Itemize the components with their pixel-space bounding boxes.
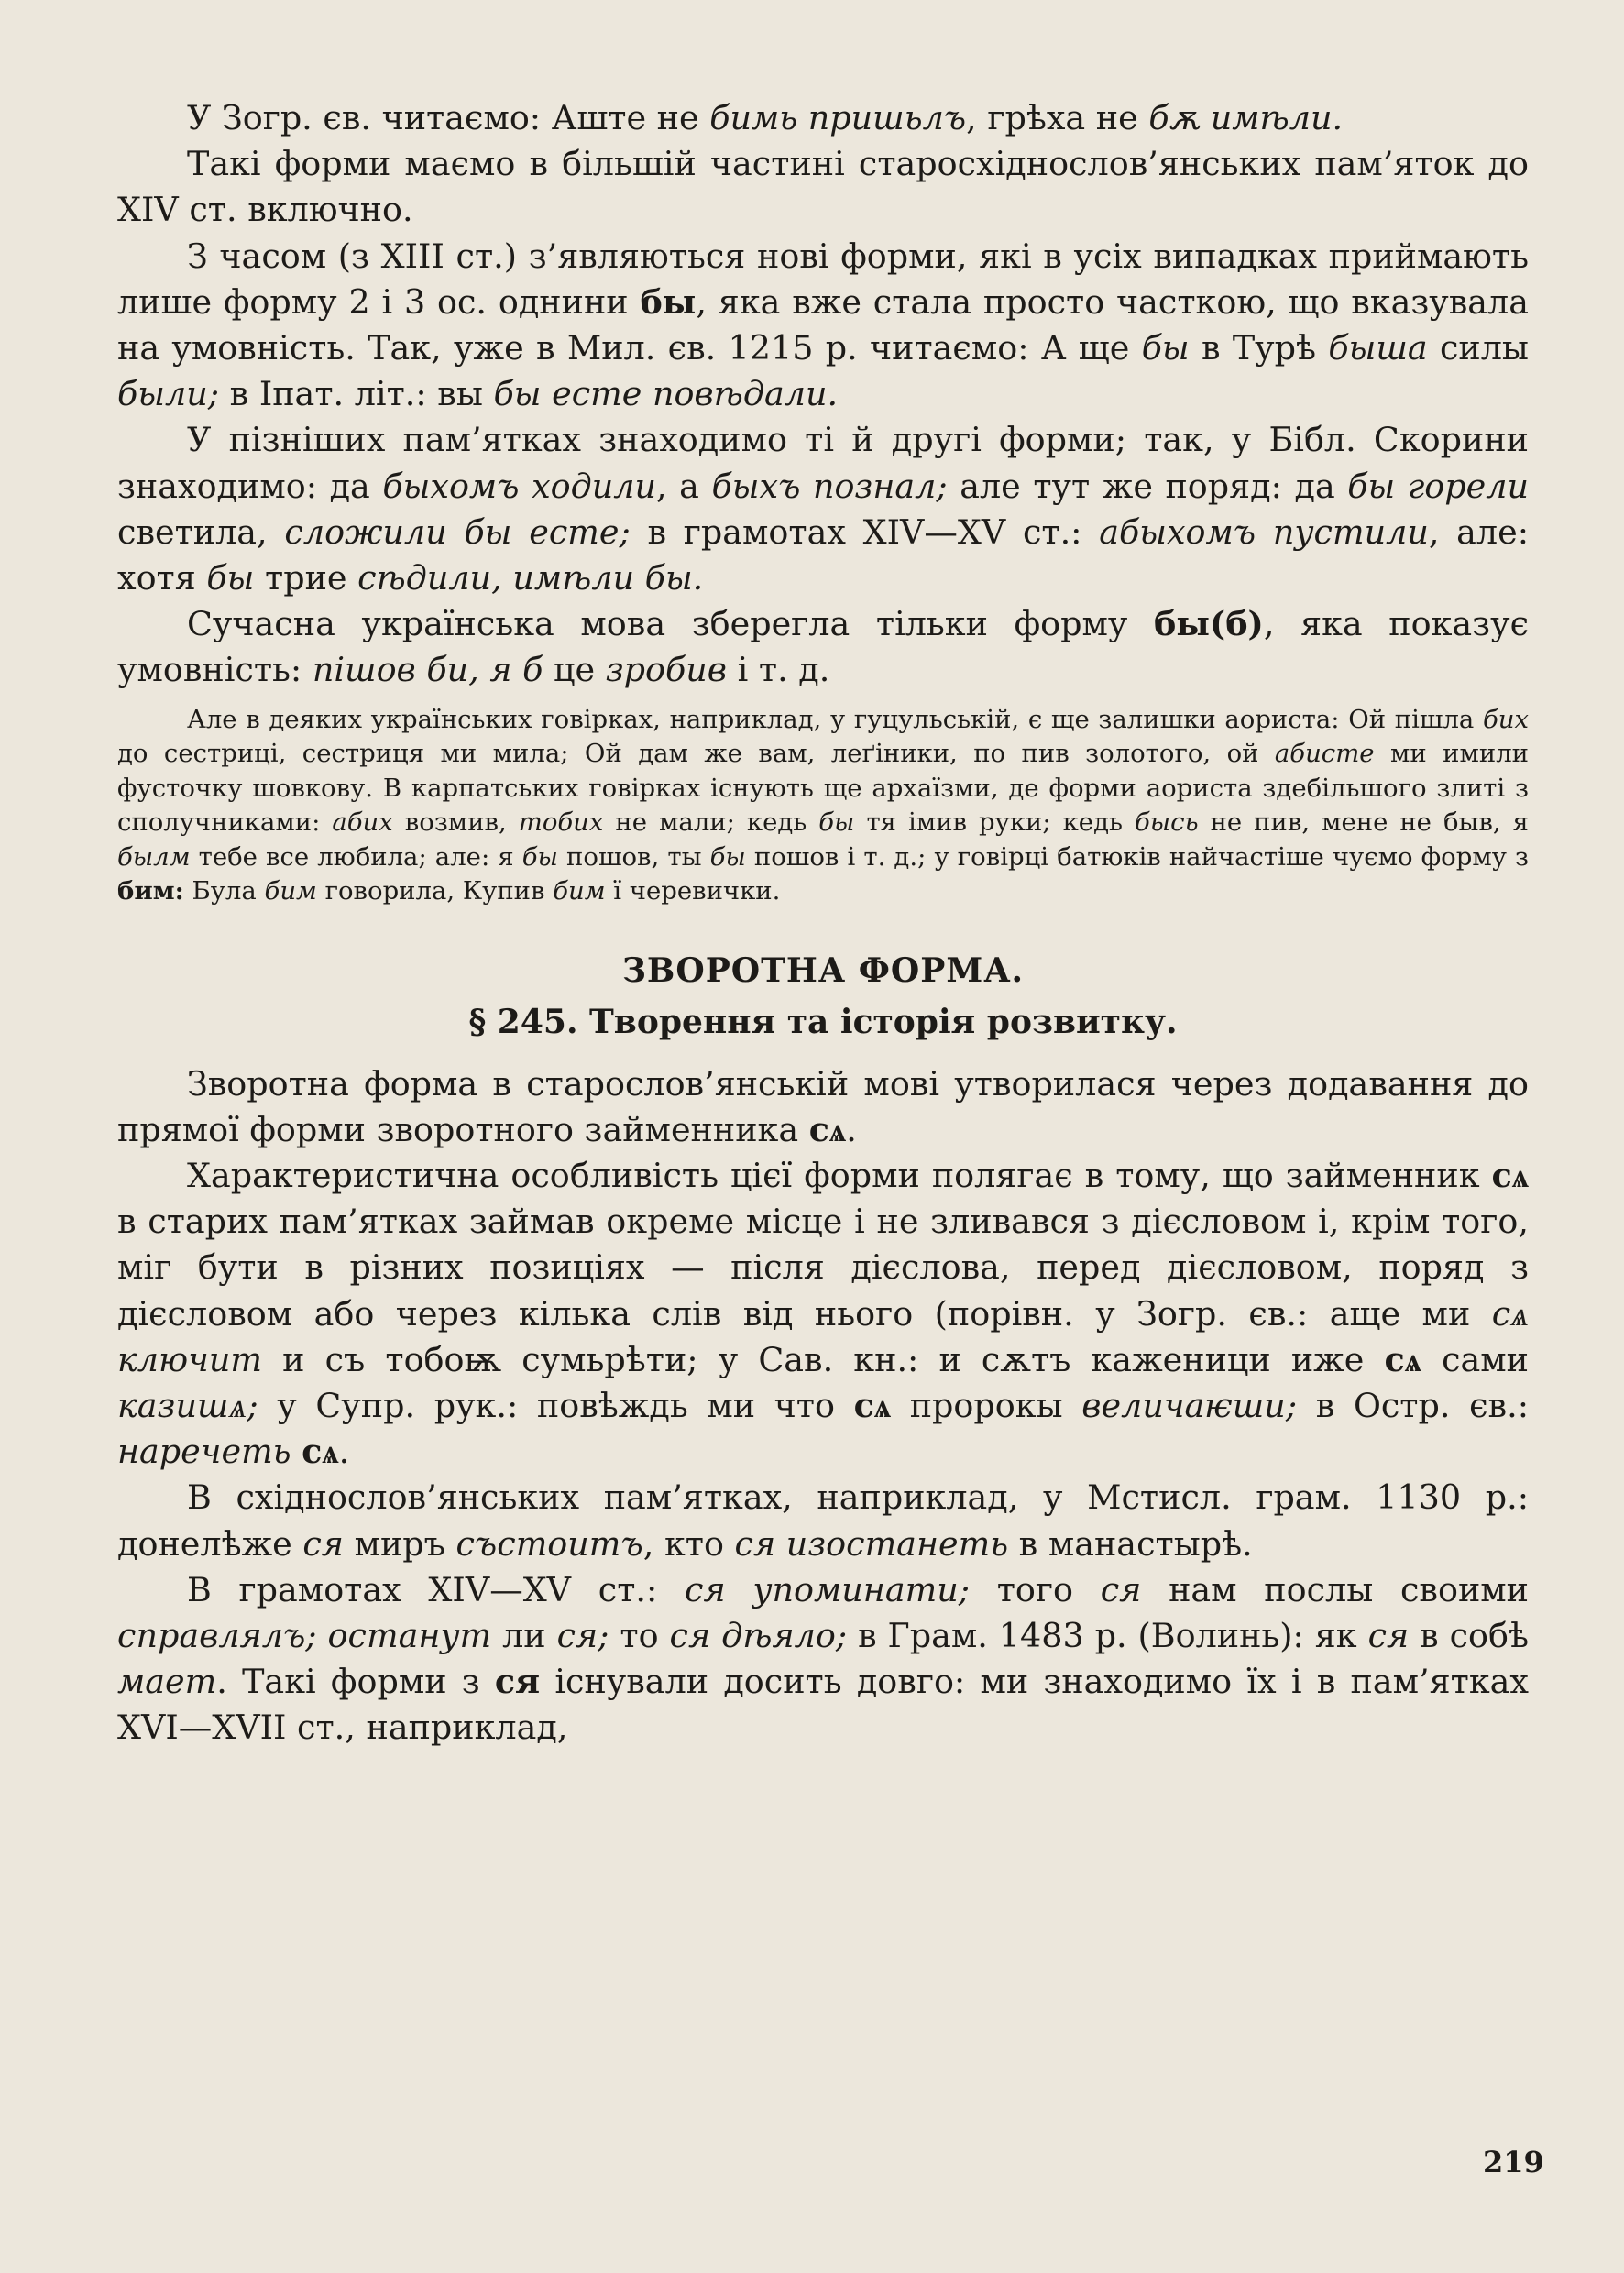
text-run: того [970, 1569, 1101, 1609]
text-run: миръ [343, 1523, 456, 1564]
text-run: У пізніших пам’ятках знаходимо ті й другі форми; так, у Бібл. Скорини знаходимо: да [117, 420, 1529, 506]
text-run: , яка показує умовність: [117, 604, 1530, 690]
bold-text: сѧ [853, 1386, 892, 1426]
bold-text: сѧ [302, 1432, 339, 1472]
text-run: светила, [117, 511, 285, 552]
paragraphs-top [117, 95, 1529, 694]
italic-text: казишѧ; [117, 1386, 258, 1426]
italic-text: ся дѣяло; [669, 1616, 848, 1656]
page-number: 219 [1483, 2145, 1544, 2180]
paragraph [117, 1475, 1529, 1566]
italic-text: състоитъ [455, 1523, 643, 1564]
italic-text: былм [117, 841, 191, 872]
text-run: Сучасна українська мова зберегла тільки форму [187, 604, 1154, 644]
bold-text: сѧ [808, 1109, 847, 1149]
text-run: у Супр. рук.: повѣждь ми что [258, 1386, 854, 1426]
italic-text: сложили бы есте; [284, 511, 631, 552]
text-run: то [609, 1616, 670, 1656]
text-run: В східнослов’янських пам’ятках, наприклад, у Мстисл. грам. 1130 р.: донелѣже [117, 1477, 1529, 1564]
text-run: У Зогр. єв. читаємо: Аште не [187, 98, 710, 137]
paragraph [117, 703, 1529, 909]
text-run: и съ тобоѭ сумьрѣти; у Сав. кн.: и сѫтъ каженици иже [262, 1339, 1385, 1379]
italic-text: зробив [605, 650, 727, 690]
section-title: ЗВОРОТНА ФОРМА. [621, 950, 1025, 990]
paragraph [117, 1153, 1529, 1475]
italic-text: величаѥши; [1081, 1386, 1298, 1426]
text-run: не мали; кедь [603, 807, 819, 838]
bold-text: бим: [117, 876, 184, 906]
text-run: , а [656, 466, 712, 506]
text-run: в Грам. 1483 р. (Волинь): як [847, 1616, 1368, 1656]
text-run: в манастырѣ. [1008, 1523, 1253, 1564]
text-run: в грамотах XIV—XV ст.: [630, 511, 1100, 552]
text-run: Була [183, 876, 265, 906]
italic-text: бы [818, 807, 855, 838]
text-run: . Такі форми з [216, 1662, 495, 1702]
italic-text: справлялъ; останут [117, 1616, 492, 1656]
italic-text: бих [1482, 704, 1529, 734]
text-run: це [543, 650, 606, 690]
italic-text: тобих [518, 807, 604, 838]
text-run: Зворотна форма в старослов’янській мові утворилася через додавання до прямої форми зворотного займенника [117, 1063, 1529, 1149]
italic-text: сѧ [1491, 1293, 1529, 1334]
text-run: Але в деяких українських говірках, наприклад, у гуцульській, є ще залишки аориста: Ой пішла [187, 704, 1483, 734]
subsection-title: § 245. Творення та історія розвитку. [468, 1002, 1178, 1041]
text-run: силы [1427, 328, 1529, 368]
text-run: возмив, [392, 807, 519, 838]
italic-text: бы [709, 841, 746, 872]
paragraph [117, 601, 1529, 693]
text-run: З часом (з XIII ст.) з’являються нові форми, які в усіх випадках приймають лише форму 2 і 3 ос. однини [117, 236, 1529, 322]
italic-text: бы горели [1347, 466, 1529, 506]
paragraphs-bottom [117, 1061, 1529, 1751]
text-run: , грѣха не [966, 98, 1149, 137]
italic-text: абыхомъ пустили [1099, 511, 1429, 552]
italic-text: бим [553, 876, 606, 906]
italic-text: бѫ имѣли. [1148, 98, 1344, 137]
text-run: в Іпат. літ.: вы [219, 374, 494, 414]
text-run [291, 1432, 302, 1471]
italic-text: бысь [1135, 807, 1199, 838]
text-run: трие [254, 558, 358, 598]
italic-text: ся упоминати; [685, 1569, 971, 1609]
dialect-note [117, 703, 1529, 909]
italic-text: бы [206, 558, 255, 598]
italic-text: бимь пришьлъ [709, 98, 967, 137]
paragraph [117, 95, 1529, 141]
text-run: не пив, мене не быв, я [1198, 807, 1529, 838]
italic-text: были; [117, 374, 220, 414]
text-run: до сестриці, сестриця ми мила; Ой дам же вам, леґіники, по пив золотого, ой [117, 739, 1275, 769]
text-run: . [338, 1432, 350, 1472]
paragraph [117, 417, 1529, 601]
text-run: але тут же поряд: да [947, 466, 1348, 506]
text-run: в старих пам’ятках займав окреме місце і не зливався з дієсловом і, крім того, міг бути в різних позиціях — після дієслова, перед дієсловом, поряд з дієсловом або через кілька слів від нього (порівн. у Зогр. єв.: аще ми [117, 1202, 1529, 1334]
italic-text: ся [302, 1523, 344, 1564]
bold-text: бы [640, 281, 697, 322]
italic-text: ключит [117, 1339, 262, 1379]
italic-text: мает [117, 1662, 217, 1702]
text-run: говорила, Купив [316, 876, 554, 906]
italic-text: бы [521, 841, 558, 872]
text-run: тебе все любила; але: я [190, 841, 522, 872]
text-run: в Остр. єв.: [1297, 1386, 1529, 1426]
italic-text: ся изостанеть [734, 1523, 1009, 1564]
italic-text: быхъ познал; [711, 466, 948, 506]
paragraph [117, 141, 1529, 233]
text-run: Характеристична особливість цієї форми полягає в тому, що займенник [187, 1156, 1492, 1196]
italic-text: бы [1141, 328, 1190, 368]
text-run: ї черевички. [605, 876, 781, 906]
bold-text: сѧ [1491, 1156, 1529, 1196]
text-run: нам послы своими [1141, 1569, 1529, 1609]
italic-text: сѣдили, имѣли бы. [357, 558, 704, 598]
italic-text: абисте [1274, 739, 1375, 769]
text-run: пророкы [891, 1386, 1082, 1426]
bold-text: ся [494, 1662, 541, 1702]
text-run: в собѣ [1409, 1616, 1530, 1656]
text-run: тя імив руки; кедь [854, 807, 1135, 838]
page-body [117, 95, 1529, 1751]
text-run: сами [1421, 1339, 1530, 1379]
bold-text: бы(б) [1154, 604, 1264, 644]
text-run: Такі форми маємо в більшій частині старосхіднослов’янських пам’яток до XIV ст. включно. [117, 144, 1529, 230]
text-run: , кто [642, 1523, 735, 1564]
italic-text: пішов би, я б [312, 650, 543, 690]
text-run: в Турѣ [1189, 328, 1329, 368]
text-run: В грамотах XIV—XV ст.: [187, 1569, 686, 1609]
text-run: . [846, 1109, 857, 1149]
paragraph [117, 1567, 1529, 1751]
italic-text: бим [264, 876, 317, 906]
italic-text: быша [1328, 328, 1428, 368]
text-run: , але: хотя [117, 511, 1529, 598]
text-run: ли [491, 1616, 557, 1656]
italic-text: бы есте повѣдали. [493, 374, 839, 414]
italic-text: быхомъ ходили [382, 466, 657, 506]
italic-text: абих [332, 807, 393, 838]
paragraph [117, 234, 1529, 418]
text-run: пошов і т. д.; у говірці батюків найчастіше чуємо форму з [745, 841, 1529, 872]
text-run: ми имили фусточку шовкову. В карпатських говірках існують ще архаїзми, де форми аориста здебільшого злиті з сполучниками: [117, 739, 1529, 838]
italic-text: ся; [556, 1616, 609, 1656]
italic-text: ся [1367, 1616, 1410, 1656]
paragraph [117, 1061, 1529, 1153]
italic-text: ся [1100, 1569, 1142, 1609]
bold-text: сѧ [1384, 1339, 1421, 1379]
text-run: , яка вже стала просто часткою, що вказувала на умовність. Так, уже в Мил. єв. 1215 р. читаємо: А ще [117, 281, 1529, 368]
text-run: пошов, ты [557, 841, 710, 872]
italic-text: наречеть [117, 1432, 291, 1472]
text-run: і т. д. [727, 650, 830, 690]
text-run: існували досить довго: ми знаходимо їх і в пам’ятках XVI—XVII ст., наприклад, [117, 1662, 1529, 1748]
